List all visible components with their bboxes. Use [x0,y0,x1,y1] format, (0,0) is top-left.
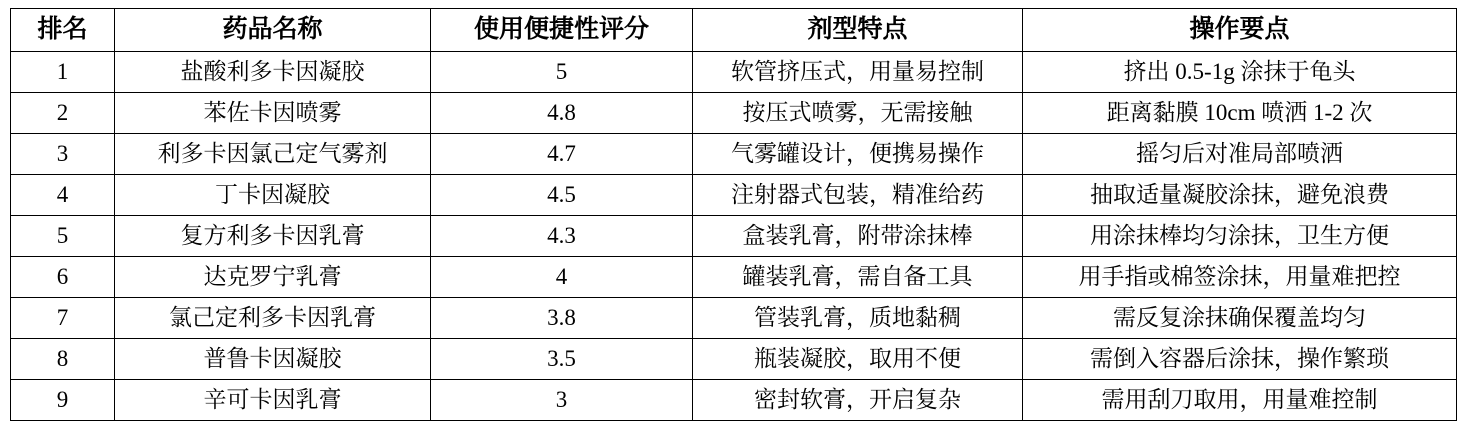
cell-drug-name: 盐酸利多卡因凝胶 [115,52,431,93]
table-header [11,9,1457,52]
cell-rank: 2 [11,93,115,134]
cell-drug-name: 利多卡因氯己定气雾剂 [115,134,431,175]
cell-rank: 9 [11,380,115,421]
column-header-rank: 排名 [11,9,115,52]
column-header-dosage-form: 剂型特点 [693,9,1023,52]
drug-comparison-table [10,8,1457,421]
cell-convenience-score: 4.7 [431,134,693,175]
cell-dosage-form: 软管挤压式，用量易控制 [693,52,1023,93]
cell-drug-name: 氯己定利多卡因乳膏 [115,298,431,339]
cell-operation-points: 用手指或棉签涂抹，用量难把控 [1023,257,1457,298]
cell-dosage-form: 盒装乳膏，附带涂抹棒 [693,216,1023,257]
cell-drug-name: 辛可卡因乳膏 [115,380,431,421]
table-row [11,216,1457,257]
cell-drug-name: 苯佐卡因喷雾 [115,93,431,134]
cell-operation-points: 距离黏膜 10cm 喷洒 1-2 次 [1023,93,1457,134]
cell-dosage-form: 罐装乳膏，需自备工具 [693,257,1023,298]
table-row [11,134,1457,175]
table-row [11,380,1457,421]
cell-operation-points: 挤出 0.5-1g 涂抹于龟头 [1023,52,1457,93]
cell-operation-points: 需倒入容器后涂抹，操作繁琐 [1023,339,1457,380]
table-row [11,52,1457,93]
cell-convenience-score: 5 [431,52,693,93]
cell-operation-points: 需用刮刀取用，用量难控制 [1023,380,1457,421]
table-body [11,52,1457,421]
cell-dosage-form: 密封软膏，开启复杂 [693,380,1023,421]
table-row [11,298,1457,339]
column-header-drug-name: 药品名称 [115,9,431,52]
column-header-operation-points: 操作要点 [1023,9,1457,52]
cell-dosage-form: 管装乳膏，质地黏稠 [693,298,1023,339]
cell-operation-points: 用涂抹棒均匀涂抹，卫生方便 [1023,216,1457,257]
cell-dosage-form: 注射器式包装，精准给药 [693,175,1023,216]
cell-convenience-score: 4.5 [431,175,693,216]
cell-operation-points: 抽取适量凝胶涂抹，避免浪费 [1023,175,1457,216]
cell-drug-name: 普鲁卡因凝胶 [115,339,431,380]
table-row [11,339,1457,380]
cell-dosage-form: 气雾罐设计，便携易操作 [693,134,1023,175]
cell-drug-name: 复方利多卡因乳膏 [115,216,431,257]
cell-rank: 5 [11,216,115,257]
cell-convenience-score: 4.3 [431,216,693,257]
table-row [11,175,1457,216]
cell-convenience-score: 4 [431,257,693,298]
cell-drug-name: 达克罗宁乳膏 [115,257,431,298]
table-row [11,257,1457,298]
cell-rank: 3 [11,134,115,175]
table-header-row [11,9,1457,52]
cell-drug-name: 丁卡因凝胶 [115,175,431,216]
cell-convenience-score: 4.8 [431,93,693,134]
cell-dosage-form: 按压式喷雾，无需接触 [693,93,1023,134]
cell-operation-points: 需反复涂抹确保覆盖均匀 [1023,298,1457,339]
cell-rank: 7 [11,298,115,339]
column-header-convenience-score: 使用便捷性评分 [431,9,693,52]
cell-rank: 8 [11,339,115,380]
cell-convenience-score: 3.5 [431,339,693,380]
cell-rank: 1 [11,52,115,93]
cell-rank: 4 [11,175,115,216]
cell-convenience-score: 3 [431,380,693,421]
cell-convenience-score: 3.8 [431,298,693,339]
table-row [11,93,1457,134]
cell-dosage-form: 瓶装凝胶，取用不便 [693,339,1023,380]
cell-rank: 6 [11,257,115,298]
cell-operation-points: 摇匀后对准局部喷洒 [1023,134,1457,175]
